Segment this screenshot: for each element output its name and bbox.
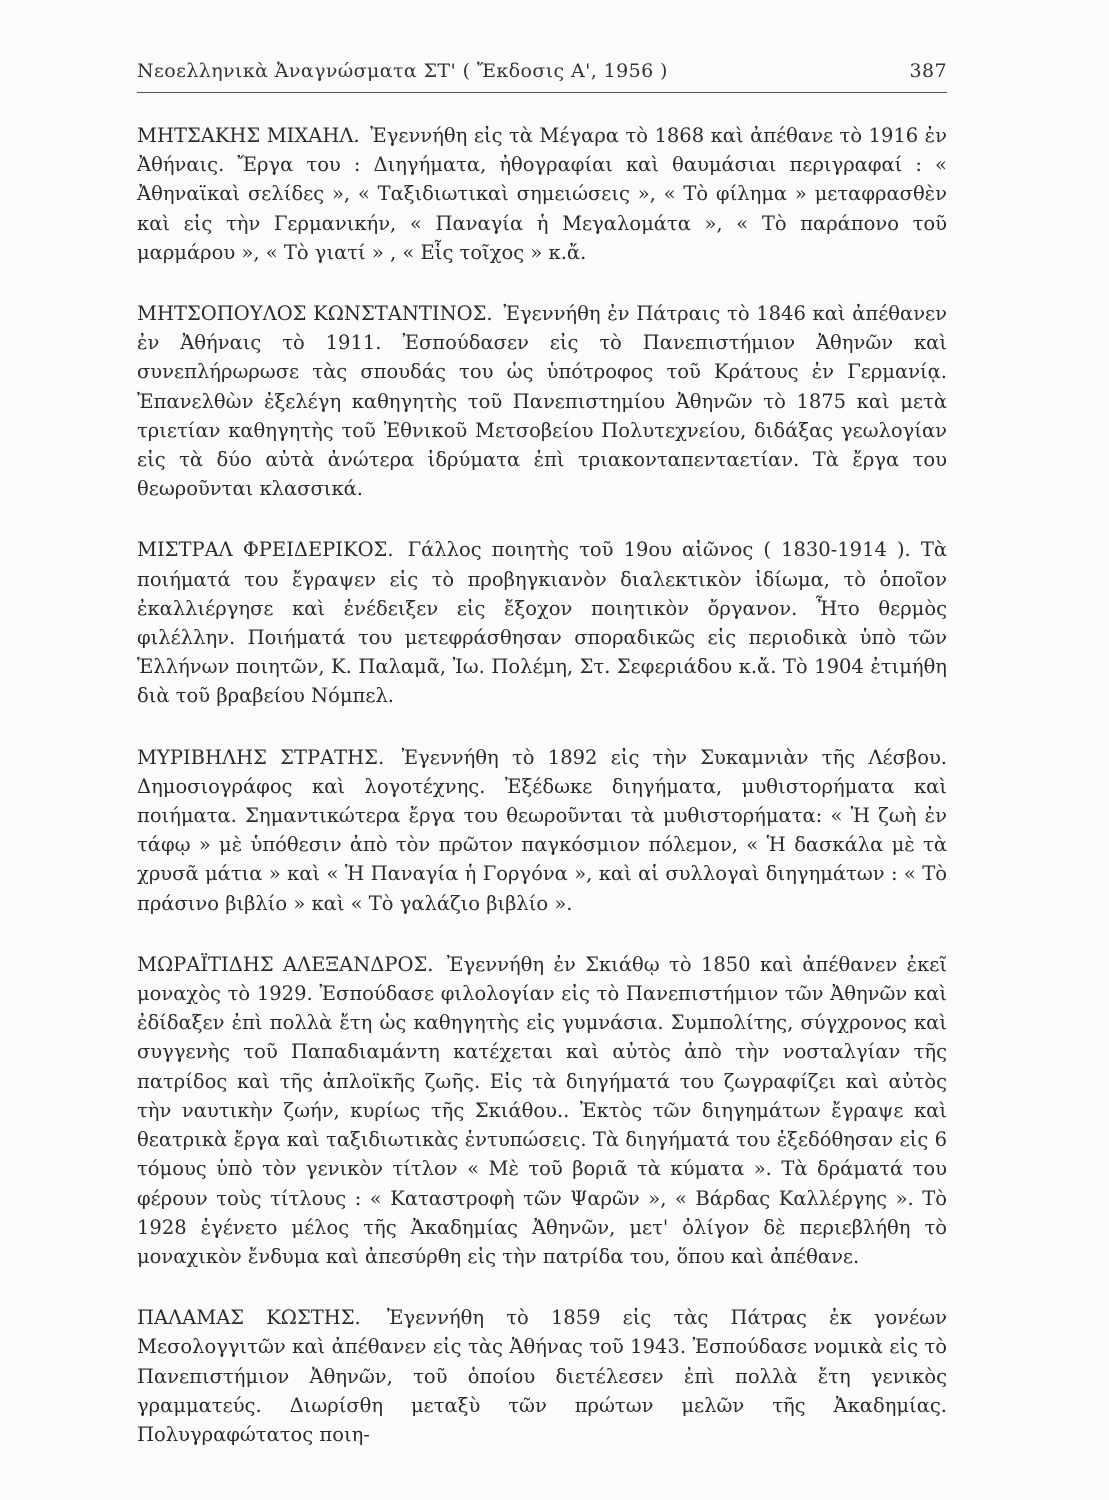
entry-text: Ἐγεννήθη τὸ 1892 εἰς τὴν Συκαμνιὰν τῆς Λέσβου. Δημοσιογράφος καὶ λογοτέχνης. Ἐξέδωκε διηγήματα, μυθιστορήματα καὶ ποιήματα. Σημαντικώτερα ἔργα του θεωροῦνται τὰ μυθιστορήματα: « Ἡ ζωὴ ἐν τάφῳ » μὲ ὑπόθεσιν ἀπὸ τὸν πρῶτον παγκόσμιον πόλεμον, « Ἡ δασκάλα μὲ τὰ χρυσᾶ μάτια » καὶ « Ἡ Παναγία ἡ Γοργόνα », καὶ αἱ συλλογαὶ διηγημάτων : « Τὸ πράσινο βιβλίο » καὶ « Τὸ γαλάζιο βιβλίο ». <box>137 745 948 915</box>
running-title: Νεοελληνικὰ Ἀναγνώσματα ΣΤ' ( Ἔκδοσις Α', 1956 ) <box>137 60 668 82</box>
entry-moraitidis <box>137 950 947 1271</box>
entry-text: Ἐγεννήθη τὸ 1859 εἰς τὰς Πάτρας ἐκ γονέων Μεσολογγιτῶν καὶ ἀπέθανεν εἰς τὰς Ἀθήνας τοῦ 1943. Ἐσπούδασε νομικὰ εἰς τὸ Πανεπιστήμιον Ἀθηνῶν, τοῦ ὁποίου διετέλεσεν ἐπὶ πολλὰ ἔτη γενικὸς γραμματεύς. Διωρίσθη μεταξὺ τῶν πρώτων μελῶν τῆς Ἀκαδημίας. Πολυγραφώτατος ποιη- <box>137 1306 947 1446</box>
entry-text: Γάλλος ποιητὴς τοῦ 19ου αἰῶνος ( 1830-1914 ). Τὰ ποιήματά του ἔγραψεν εἰς τὸ προβηγκιανὸν διαλεκτικὸν ἰδίωμα, τὸ ὁποῖον ἐκαλλιέργησε καὶ ἐνέδειξεν εἰς ἔξοχον ποιητικὸν ὄργανον. Ἦτο θερμὸς φιλέλλην. Ποιήματά του μετεφράσθησαν σποραδικῶς εἰς περιοδικὰ ὑπὸ τῶν Ἑλλήνων ποιητῶν, Κ. Παλαμᾶ, Ἰω. Πολέμη, Στ. Σεφεριάδου κ.ἄ. Τὸ 1904 ἐτιμήθη διὰ τοῦ βραβείου Νόμπελ. <box>137 538 948 708</box>
entry-name: ΜΗΤΣΟΠΟΥΛΟΣ ΚΩΝΣΤΑΝΤΙΝΟΣ. <box>137 302 493 326</box>
entry-mitsakis <box>137 121 947 267</box>
entry-name: ΜΩΡΑΪΤΙΔΗΣ ΑΛΕΞΑΝΔΡΟΣ. <box>137 952 434 976</box>
entry-text: Ἐγεννήθη εἰς τὰ Μέγαρα τὸ 1868 καὶ ἀπέθανε τὸ 1916 ἐν Ἀθήναις. Ἔργα του : Διηγήματα, ἠθογραφίαι καὶ θαυμάσιαι περιγραφαί : « Ἀθηναϊκαὶ σελίδες », « Ταξιδιωτικαὶ σημειώσεις », « Τὸ φίλημα » μεταφρασθὲν καὶ εἰς τὴν Γερμανικήν, « Παναγία ἡ Μεγαλομάτα », « Τὸ παράπονο τοῦ μαρμάρου », « Τὸ γιατί » , « Εἷς τοῖχος » κ.ἄ. <box>137 124 947 264</box>
page-number: 387 <box>909 60 947 82</box>
entry-text: Ἐγεννήθη ἐν Πάτραις τὸ 1846 καὶ ἀπέθανεν ἐν Ἀθήναις τὸ 1911. Ἐσπούδασεν εἰς τὸ Πανεπιστήμιον Ἀθηνῶν καὶ συνεπλήρωρωσε τὰς σπουδάς του ὡς ὑπότροφος τοῦ Κράτους ἐν Γερμανίᾳ. Ἐπανελθὼν ἐξελέγη καθηγητὴς τοῦ Πανεπιστημίου Ἀθηνῶν τὸ 1875 καὶ μετὰ τριετίαν καθηγητὴς τοῦ Ἐθνικοῦ Μετσοβείου Πολυτεχνείου, διδάξας γεωλογίαν εἰς τὰ δύο αὐτὰ ἀνώτερα ἱδρύματα ἐπὶ τριακονταπενταετίαν. Τὰ ἔργα του θεωροῦνται κλασσικά. <box>137 302 948 501</box>
entry-mistral <box>137 535 947 710</box>
entry-text: Ἐγεννήθη ἐν Σκιάθῳ τὸ 1850 καὶ ἀπέθανεν ἐκεῖ μοναχὸς τὸ 1929. Ἐσπούδασε φιλολογίαν εἰς τὸ Πανεπιστήμιον τῶν Ἀθηνῶν καὶ ἐδίδαξεν ἐπὶ πολλὰ ἔτη ὡς καθηγητὴς εἰς γυμνάσια. Συμπολίτης, σύγχρονος καὶ συγγενὴς τοῦ Παπαδιαμάντη κατέχεται καὶ αὐτὸς ἀπὸ τὴν νοσταλγίαν τῆς πατρίδος καὶ τῆς ἁπλοϊκῆς ζωῆς. Εἰς τὰ διηγήματά του ζωγραφίζει καὶ αὐτὸς τὴν ναυτικὴν ζωήν, κυρίως τῆς Σκιάθου.. Ἐκτὸς τῶν διηγημάτων ἔγραψε καὶ θεατρικὰ ἔργα καὶ ταξιδιωτικὰς ἐντυπώσεις. Τὰ διηγήματά του ἐξεδόθησαν εἰς 6 τόμους ὑπὸ τὸν γενικὸν τίτλον « Μὲ τοῦ βοριᾶ τὰ κύματα ». Τὰ δράματά του φέρουν τοὺς τίτλους : « Καταστροφὴ τῶν Ψαρῶν », « Βάρδας Καλλέργης ». Τὸ 1928 ἐγένετο μέλος τῆς Ἀκαδημίας Ἀθηνῶν, μετ' ὀλίγον δὲ περιεβλήθη τὸ μοναχικὸν ἔνδυμα καὶ ἀπεσύρθη εἰς τὴν πατρίδα του, ὅπου καὶ ἀπέθανε. <box>137 952 947 1268</box>
entry-myrivilis <box>137 743 947 918</box>
entry-name: ΜΗΤΣΑΚΗΣ ΜΙΧΑΗΛ. <box>137 124 360 147</box>
entry-name: ΜΥΡΙΒΗΛΗΣ ΣΤΡΑΤΗΣ. <box>137 745 385 769</box>
entry-palamas <box>137 1303 947 1449</box>
entry-name: ΜΙΣΤΡΑΛ ΦΡΕΙΔΕΡΙΚΟΣ. <box>137 538 394 562</box>
entry-mitsopoulos <box>137 299 947 503</box>
entry-name: ΠΑΛΑΜΑΣ ΚΩΣΤΗΣ. <box>137 1306 361 1330</box>
running-head <box>137 60 947 93</box>
entries-list <box>137 121 947 1449</box>
